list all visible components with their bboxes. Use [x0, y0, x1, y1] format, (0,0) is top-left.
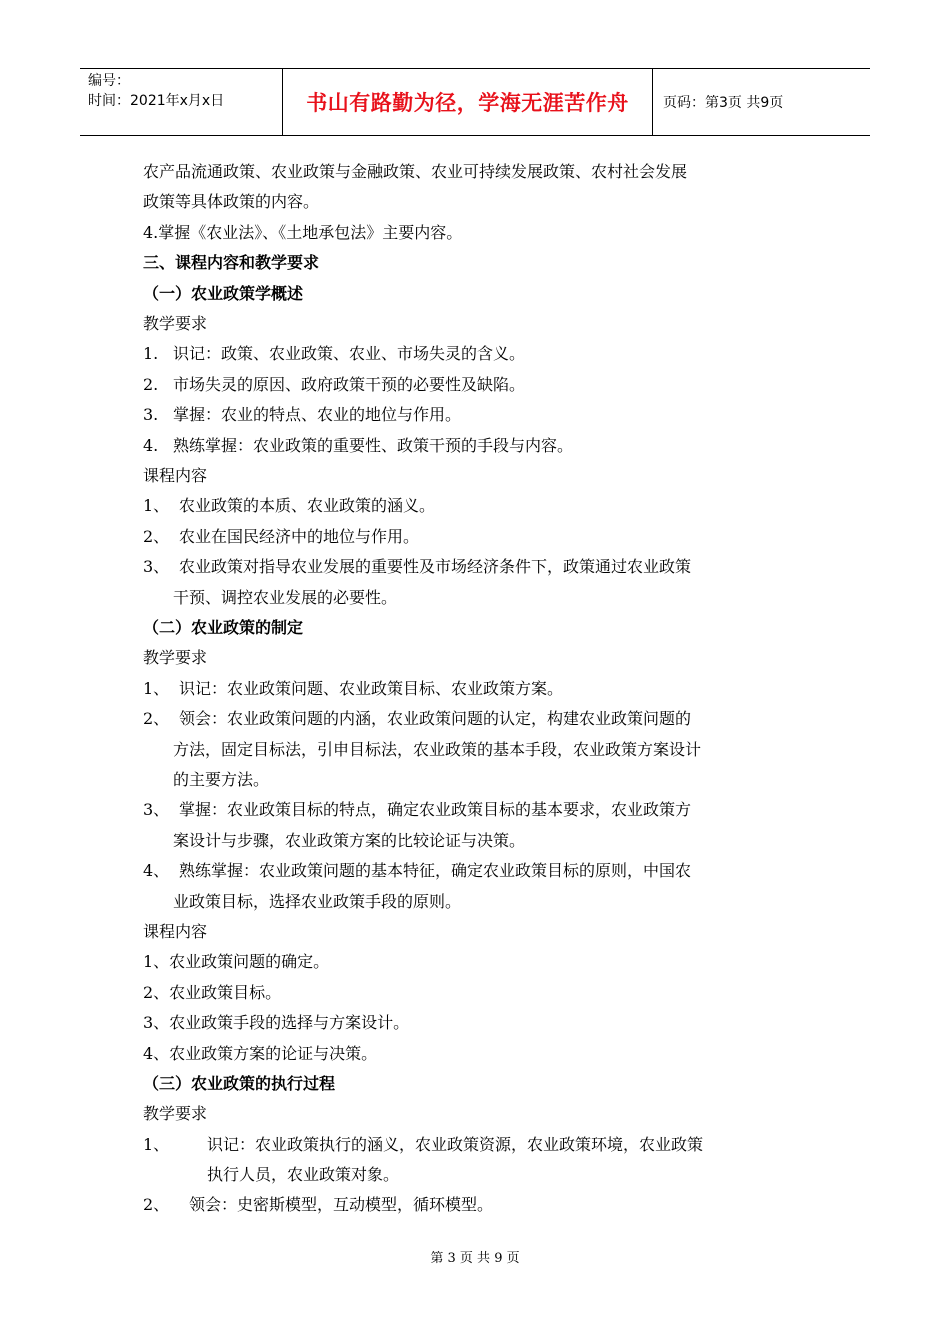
list-item-continuation: 业政策目标，选择农业政策手段的原则。 [173, 891, 462, 911]
list-item: 2、 领会：农业政策问题的内涵，农业政策问题的认定，构建农业政策问题的 [143, 709, 692, 729]
list-item: 1. 识记：政策、农业政策、农业、市场失灵的含义。 [143, 344, 526, 364]
list-item: 3、 农业政策对指导农业发展的重要性及市场经济条件下，政策通过农业政策 [143, 557, 692, 577]
subsection-heading: （一）农业政策学概述 [143, 283, 304, 303]
list-item: 2、农业政策目标。 [143, 982, 282, 1002]
list-item-continuation: 案设计与步骤，农业政策方案的比较论证与决策。 [173, 830, 526, 850]
document-header [80, 68, 870, 136]
list-item: 2. 市场失灵的原因、政府政策干预的必要性及缺陷。 [143, 374, 526, 394]
list-item-continuation: 方法，固定目标法，引申目标法，农业政策的基本手段，农业政策方案设计 [173, 739, 702, 759]
list-item: 1、农业政策问题的确定。 [143, 952, 330, 972]
section-heading: 三、课程内容和教学要求 [143, 253, 320, 273]
list-item-continuation: 干预、调控农业发展的必要性。 [173, 587, 398, 607]
list-item: 2、 领会：史密斯模型，互动模型，循环模型。 [143, 1195, 494, 1215]
header-page-cell [653, 69, 870, 135]
list-item: 3、 掌握：农业政策目标的特点，确定农业政策目标的基本要求，农业政策方 [143, 800, 692, 820]
page-footer: 第 3 页 共 9 页 [430, 1251, 520, 1266]
motto-text: 书山有路勤为径，学海无涯苦作舟 [306, 91, 629, 115]
paragraph-line: 农产品流通政策、农业政策与金融政策、农业可持续发展政策、农村社会发展 [143, 162, 688, 181]
paragraph-line: 4.掌握《农业法》、《土地承包法》主要内容。 [143, 222, 463, 242]
list-item: 4. 熟练掌握：农业政策的重要性、政策干预的手段与内容。 [143, 435, 574, 455]
serial-label: 编号： [88, 73, 130, 89]
header-meta-cell [80, 69, 283, 135]
subsection-heading: （二）农业政策的制定 [143, 617, 304, 637]
course-content-label: 课程内容 [143, 921, 208, 941]
list-item: 2、 农业在国民经济中的地位与作用。 [143, 526, 420, 546]
subsection-heading: （三）农业政策的执行过程 [143, 1073, 336, 1093]
paragraph-line: 政策等具体政策的内容。 [143, 192, 320, 212]
course-content-label: 课程内容 [143, 465, 208, 485]
list-item: 1、 识记：农业政策执行的涵义，农业政策资源，农业政策环境，农业政策 [143, 1134, 704, 1154]
list-item: 1、 农业政策的本质、农业政策的涵义。 [143, 496, 436, 516]
header-page-label: 页码：第3页 共9页 [663, 95, 784, 111]
document-body [143, 157, 813, 1221]
list-item: 4、农业政策方案的论证与决策。 [143, 1043, 378, 1063]
list-item: 3. 掌握：农业的特点、农业的地位与作用。 [143, 405, 462, 425]
list-item: 4、 熟练掌握：农业政策问题的基本特征，确定农业政策目标的原则，中国农 [143, 861, 692, 881]
teaching-requirements-label: 教学要求 [143, 1104, 208, 1124]
teaching-requirements-label: 教学要求 [143, 648, 208, 668]
header-motto-cell [283, 69, 653, 135]
list-item: 1、 识记：农业政策问题、农业政策目标、农业政策方案。 [143, 678, 564, 698]
list-item-continuation: 的主要方法。 [173, 769, 270, 789]
list-item-continuation: 执行人员，农业政策对象。 [207, 1165, 400, 1185]
list-item: 3、农业政策手段的选择与方案设计。 [143, 1013, 410, 1033]
date-label: 时间：2021年x月x日 [88, 93, 225, 109]
teaching-requirements-label: 教学要求 [143, 313, 208, 333]
